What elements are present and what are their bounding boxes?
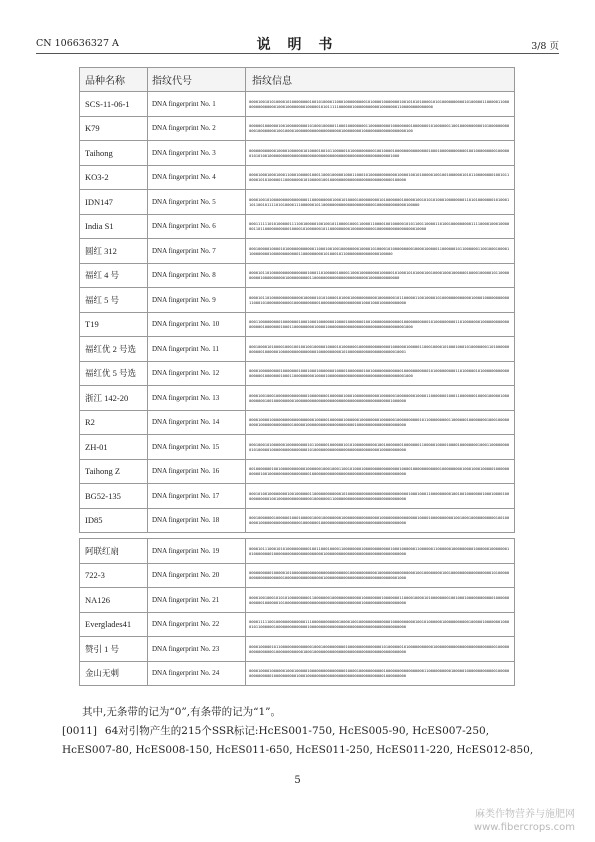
- fingerprint-info: 000000100000010010000000001010001000001100010000000011000000000100000000100000001010000001100100000000001010000000000001000000001001000010000000000000000000010000000010000000000000000000100: [246, 116, 515, 141]
- fingerprint-code: DNA fingerprint No. 12: [148, 361, 246, 386]
- legend-note: 其中,无条带的记为“0”,有条带的记为“1”。: [82, 706, 282, 718]
- variety-name: Everglades41: [80, 612, 148, 637]
- variety-name: KO3-2: [80, 165, 148, 190]
- variety-name: 圆红 312: [80, 239, 148, 264]
- fingerprint-info: 000010010100000000000000001100000000010001010000100000000010100000001000001001010101000100000000110101000000010100011011001011110101000011100000010110000000000000000000000010000000000000100000: [246, 190, 515, 215]
- fingerprint-info: 000100000100001010000000000001100010010010000000010000101000010100000000010000100000110000001011000000110010001000011000000001000000000000110000000001010001011000000000000000100000: [246, 239, 515, 264]
- column-header-info: 指纹信息: [246, 68, 515, 92]
- table-row: [80, 410, 515, 435]
- page-header: [36, 34, 559, 52]
- fingerprint-info: 000101001000000001001000000110000000000001010000000000000000000000000001000100011000000000100100100000001000100001000000000001001000000000000000100000001100000000000000000000000000000000: [246, 484, 515, 509]
- table-row: [80, 612, 515, 637]
- fingerprint-info: 000010010001010101000000000110000000100000000000001000000001000000011000010000101000000001001000100000000000010000000000001000000101000000000000000000000000000000000010000000000000000000: [246, 588, 515, 613]
- table-row: [80, 588, 515, 613]
- fingerprint-info: 000010010101000010100000000100101000011000100000000010100001000000010010101010000101010000000000101000001100000110000000000000001000100000000100000101011111000000100000000000100000001100000000000000: [246, 92, 515, 117]
- fingerprint-info: 000010110100000000000000001000110100000100001100010000000010000010100010101000100100001000100000010000100000101100000000010000000000100000000001100000000000000000000000010000000000000: [246, 263, 515, 288]
- variety-name: 金山无刺: [80, 661, 148, 686]
- table-row: [80, 239, 515, 264]
- fingerprint-code: DNA fingerprint No. 3: [148, 141, 246, 166]
- fingerprint-info: 001000000010010000000000010000001000100011001010001000000000000000010000100000000000010000000001000100010000010000000000010010000000000000000001000000000000000000000000000000000000000000: [246, 459, 515, 484]
- page-number: 5: [294, 775, 301, 786]
- variety-name: SCS-11-06-1: [80, 92, 148, 117]
- fingerprint-code: DNA fingerprint No. 1: [148, 92, 246, 117]
- table-row: [80, 661, 515, 686]
- variety-name: ZH-01: [80, 435, 148, 460]
- variety-name: India S1: [80, 214, 148, 239]
- table-row: [80, 435, 515, 460]
- table-row: [80, 337, 515, 362]
- paragraph-0011: [62, 722, 535, 760]
- fingerprint-code: DNA fingerprint No. 10: [148, 312, 246, 337]
- fingerprint-info: 000110000000001000000010001000100000001000010000000100100000000000001000000000001010000000001101000000010000000000000000001000000010001100000000010000100000000000000000000000000000000001000: [246, 312, 515, 337]
- paragraph-number: [0011]: [62, 725, 97, 737]
- fingerprint-info: 000010010001000000000000001000000001000000100010000000000010000001000000001000011000000010001100000001000010000010000000000100100000000010000000000000000000000000000000000000000001000000: [246, 386, 515, 411]
- variety-name: Taihong: [80, 141, 148, 166]
- table-row: [80, 563, 515, 588]
- table-row: [80, 263, 515, 288]
- table-row: [80, 312, 515, 337]
- variety-name: 福红优 5 号选: [80, 361, 148, 386]
- fingerprint-info: 000100010100000010000000001011000001000000101010000000000100100000001000000011000001000010000100000000100011000000000101000001000000000000000010100000000000000000000000000000100000000000: [246, 435, 515, 460]
- table-row: [80, 484, 515, 509]
- variety-name: ID85: [80, 508, 148, 533]
- variety-name: 722-3: [80, 563, 148, 588]
- fingerprint-code: DNA fingerprint No. 22: [148, 612, 246, 637]
- fingerprint-code: DNA fingerprint No. 21: [148, 588, 246, 613]
- fingerprint-info: 000011111001000000000000011100000000000010000100100000000000000100000000001001010000001000000000001000001000000010000101100000010000000000000010000000000000000000000000000000000000000000: [246, 612, 515, 637]
- fingerprint-info: 000000000000100001000000101000010010110000010100000000001001000010000000000000001000100000000000010010000000001000000101010010000000000000000000000000000000000000000000000000000001000: [246, 141, 515, 166]
- paragraph-text: 64对引物产生的215个SSR标记:HcES001-750, HcES005-90, HcES007-250,: [104, 725, 490, 737]
- fingerprint-code: DNA fingerprint No. 11: [148, 337, 246, 362]
- fingerprint-info: 000010110100000000000000100000101010000101000100000000000100000001011000001100100001010000000000000100001000000000001100010100000000000100000000000100000000000000000010001000100000000000: [246, 288, 515, 313]
- fingerprint-code: DNA fingerprint No. 9: [148, 288, 246, 313]
- fingerprint-info: 000010000000001000000010001000100000001000010000000100100000000000001000000000001010000000001101000001010000000000000000001000000010001100000000010000100000000000000000000000000000000001000: [246, 361, 515, 386]
- table-row: [80, 361, 515, 386]
- variety-name: R2: [80, 410, 148, 435]
- fingerprint-code: DNA fingerprint No. 2: [148, 116, 246, 141]
- column-header-name: 品种名称: [80, 68, 148, 92]
- table-row: [80, 190, 515, 215]
- fingerprint-info: 000010111000101010000000000100110001000011000000001000000000000100010000001100000011000000100000000010000001000000010100000000100000000000000000000001000000000000000000000000000000000000: [246, 539, 515, 564]
- table-row: [80, 288, 515, 313]
- fingerprint-code: DNA fingerprint No. 4: [148, 165, 246, 190]
- variety-name: 浙江 142-20: [80, 386, 148, 411]
- document-title: 说 明 书: [256, 37, 339, 53]
- table-row: [80, 508, 515, 533]
- variety-name: T19: [80, 312, 148, 337]
- fingerprint-info: 000100001010000100010010010010000010000101000000100000000000000100000010000011000100001010001000101000000011010000000000001000000100000000000000001000000000010100000000000000000000010001: [246, 337, 515, 362]
- fingerprint-info: 000010001000100011000100000100011000100000100011000101000000000000100001001010000010010010000001010110000000010010110000101010000011000000001010000010010000000000000000000000000000100000: [246, 165, 515, 190]
- fingerprint-info: 000010000100000000000000000001000001000000100000010000000010000001000000000010110000000001100000010000000010001000000000100000000000000100000100000000000000000000010000000000000000000000: [246, 410, 515, 435]
- fingerprint-code: DNA fingerprint No. 5: [148, 190, 246, 215]
- table-row: [80, 459, 515, 484]
- paragraph-line: [62, 722, 535, 741]
- variety-name: 福红 5 号: [80, 288, 148, 313]
- fingerprint-code: DNA fingerprint No. 24: [148, 661, 246, 686]
- fingerprint-code: DNA fingerprint No. 15: [148, 435, 246, 460]
- watermark: [474, 808, 575, 834]
- fingerprint-code: DNA fingerprint No. 20: [148, 563, 246, 588]
- fingerprint-code: DNA fingerprint No. 23: [148, 637, 246, 662]
- fingerprint-info: 000111111010100000111100100000100100101100001000110000110000100100000101011001100001101001000000000111100001000100000011011000000000001000010100000010110000000001000000000010000000000000000010000: [246, 214, 515, 239]
- table-row: [80, 165, 515, 190]
- table-row: [80, 141, 515, 166]
- fingerprint-code: DNA fingerprint No. 14: [148, 410, 246, 435]
- variety-name: NA126: [80, 588, 148, 613]
- fingerprint-code: DNA fingerprint No. 17: [148, 484, 246, 509]
- table-row: [80, 214, 515, 239]
- variety-name: Taihong Z: [80, 459, 148, 484]
- header-divider: [36, 53, 559, 54]
- column-header-code: 指纹代号: [148, 68, 246, 92]
- variety-name: 赞引 1 号: [80, 637, 148, 662]
- watermark-url: www.fibercrops.com: [473, 822, 575, 833]
- variety-name: 福红 4 号: [80, 263, 148, 288]
- fingerprint-info: 000000000010000010100000000000000000000000001000000000000100000000000000001001000000001001000000000000000000101000000000000000000001000000000000000001000000000000000000000000000000001000: [246, 563, 515, 588]
- fingerprint-info: 000010000100000010001000001000000000000000010000100000000000100000000000000000110000000000100000100000000000001000000000000000100000000001000100000000000000000000000000000000001000000000: [246, 661, 515, 686]
- variety-name: 福红优 2 号选: [80, 337, 148, 362]
- fingerprint-info: 000010000010110000000000000010001000000000010000000000000001010000001010000000000010000000000000000000000000001000000000000000010000000000001000100000000000000000000000000000000000000000: [246, 637, 515, 662]
- paragraph-line: HcES007-80, HcES008-150, HcES011-650, HcES011-250, HcES011-220, HcES012-850,: [62, 744, 534, 756]
- fingerprint-info: 000100000001000000100010000010001000000001000000000000000010000000000000000100001000000000010010001000000000001001000000100000000000000000010000000100000000000000000000000000000000000000: [246, 508, 515, 533]
- patent-number: CN 106636327 A: [36, 38, 119, 49]
- fingerprint-table: [79, 67, 515, 686]
- table-row: [80, 92, 515, 117]
- watermark-title: 麻类作物营养与施肥网: [475, 809, 575, 820]
- table-header-row: [80, 68, 515, 92]
- fingerprint-code: DNA fingerprint No. 8: [148, 263, 246, 288]
- variety-name: 阿联红扇: [80, 539, 148, 564]
- variety-name: IDN147: [80, 190, 148, 215]
- fingerprint-code: DNA fingerprint No. 19: [148, 539, 246, 564]
- table-row: [80, 539, 515, 564]
- table-row: [80, 637, 515, 662]
- fingerprint-code: DNA fingerprint No. 13: [148, 386, 246, 411]
- fingerprint-code: DNA fingerprint No. 16: [148, 459, 246, 484]
- variety-name: BG52-135: [80, 484, 148, 509]
- page-indicator: 3/8 页: [531, 41, 559, 52]
- table-body: [80, 92, 515, 686]
- variety-name: K79: [80, 116, 148, 141]
- table-row: [80, 386, 515, 411]
- table-row: [80, 116, 515, 141]
- fingerprint-code: DNA fingerprint No. 18: [148, 508, 246, 533]
- fingerprint-code: DNA fingerprint No. 7: [148, 239, 246, 264]
- fingerprint-code: DNA fingerprint No. 6: [148, 214, 246, 239]
